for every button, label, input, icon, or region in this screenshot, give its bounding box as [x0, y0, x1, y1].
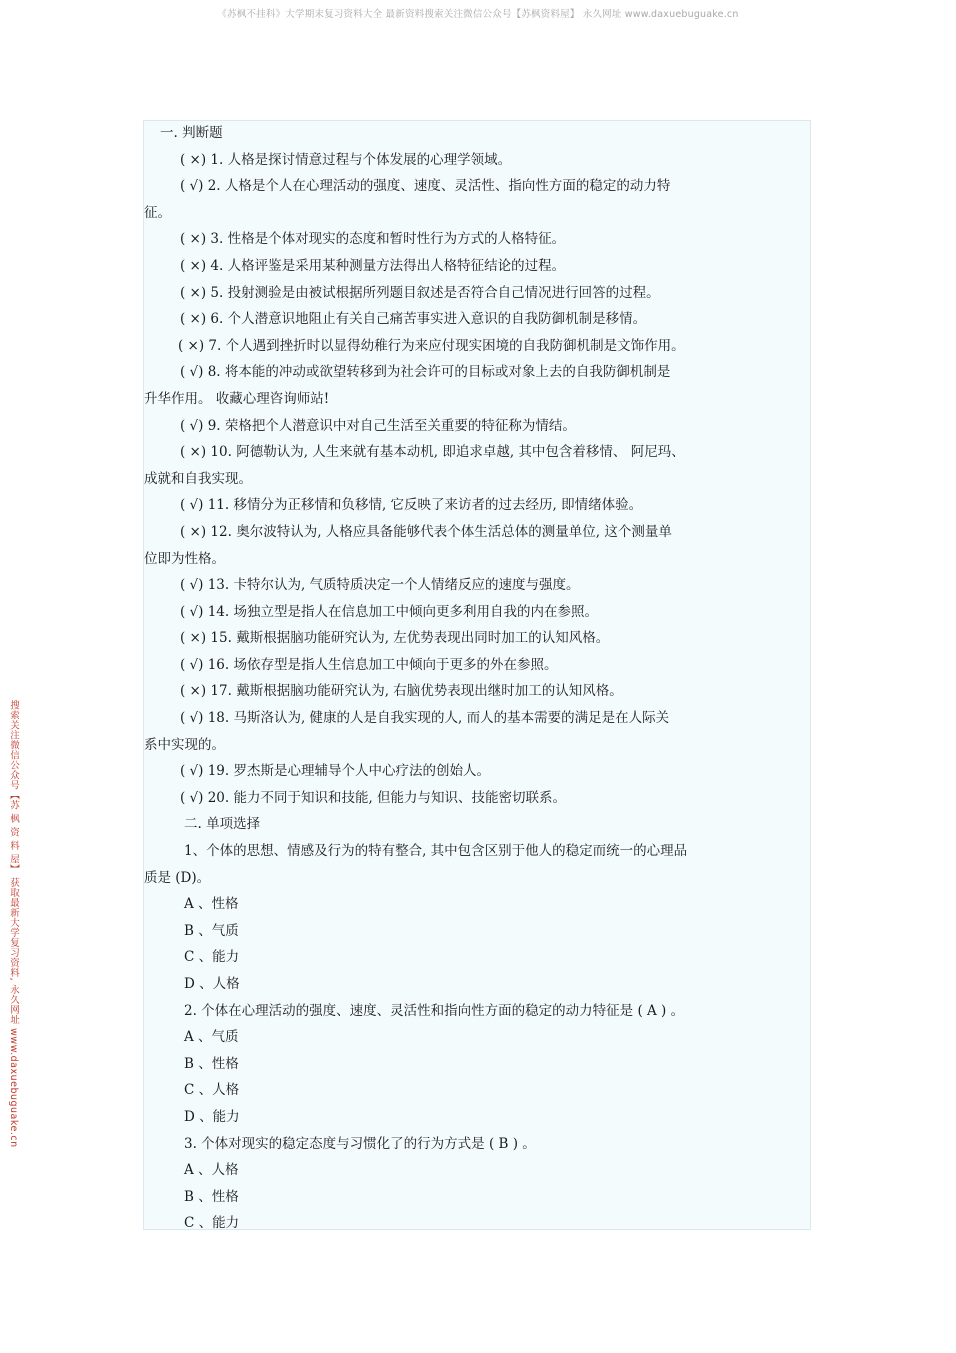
option-item: C 、能力 — [184, 1215, 240, 1232]
option-item: D 、能力 — [184, 1108, 240, 1125]
list-item: ( √) 8. 将本能的冲动或欲望转移到为社会许可的目标或对象上去的自我防御机制是 — [180, 364, 671, 381]
list-item: ( √) 19. 罗杰斯是心理辅导个人中心疗法的创始人。 — [180, 763, 490, 780]
header-watermark: 《苏枫不挂科》大学期末复习资料大全 最新资料搜索关注微信公众号【苏枫资料屋】 永久网址 www.daxuebuguake.cn — [217, 9, 739, 20]
side-watermark: 搜索关注微信公众号【苏 枫 资 料 屋】 获取最新大学复习资料, 永久网址 www.daxuebuguake.cn — [8, 700, 19, 1148]
list-item-continuation: 系中实现的。 — [144, 736, 225, 753]
list-item: ( ×) 10. 阿德勒认为, 人生来就有基本动机, 即追求卓越, 其中包含着移情、 阿尼玛、 — [180, 444, 685, 461]
list-item: ( √) 9. 荣格把个人潜意识中对自己生活至关重要的特征称为情结。 — [180, 417, 576, 434]
option-item: A 、人格 — [184, 1162, 239, 1179]
option-item: B 、气质 — [184, 922, 239, 939]
list-item: ( √) 13. 卡特尔认为, 气质特质决定一个人情绪反应的速度与强度。 — [180, 577, 580, 594]
list-item: ( √) 20. 能力不同于知识和技能, 但能力与知识、技能密切联系。 — [180, 789, 567, 806]
list-item-continuation: 成就和自我实现。 — [144, 470, 252, 487]
list-item: ( √) 14. 场独立型是指人在信息加工中倾向更多利用自我的内在参照。 — [180, 603, 598, 620]
section-title-single-choice: 二. 单项选择 — [184, 816, 261, 833]
list-item: ( ×) 1. 人格是探讨情意过程与个体发展的心理学领域。 — [180, 151, 512, 168]
list-item: ( ×) 7. 个人遇到挫折时以显得幼稚行为来应付现实困境的自我防御机制是文饰作用。 — [178, 337, 685, 354]
document-content — [144, 120, 810, 1237]
list-item: ( √) 16. 场依存型是指人生信息加工中倾向于更多的外在参照。 — [180, 656, 558, 673]
section-title-judgement: 一. 判断题 — [160, 125, 223, 141]
list-item-continuation: 征。 — [144, 204, 171, 221]
question-text: 2. 个体在心理活动的强度、速度、灵活性和指向性方面的稳定的动力特征是 ( A ) 。 — [184, 1002, 685, 1019]
list-item: ( ×) 6. 个人潜意识地阻止有关自己痛苦事实进入意识的自我防御机制是移情。 — [180, 311, 647, 328]
question-text-continuation: 质是 (D)。 — [144, 869, 211, 886]
option-item: B 、性格 — [184, 1055, 239, 1072]
list-item: ( ×) 17. 戴斯根据脑功能研究认为, 右脑优势表现出继时加工的认知风格。 — [180, 683, 623, 700]
list-item: ( ×) 3. 性格是个体对现实的态度和暂时性行为方式的人格特征。 — [180, 231, 566, 248]
list-item: ( √) 18. 马斯洛认为, 健康的人是自我实现的人, 而人的基本需要的满足是在人际关 — [180, 710, 670, 727]
list-item: ( ×) 12. 奥尔波特认为, 人格应具备能够代表个体生活总体的测量单位, 这个测量单 — [180, 523, 672, 540]
option-item: B 、性格 — [184, 1188, 239, 1205]
option-item: D 、人格 — [184, 976, 240, 992]
list-item: ( √) 11. 移情分为正移情和负移情, 它反映了来访者的过去经历, 即情绪体验。 — [180, 497, 643, 514]
list-item: ( ×) 4. 人格评鉴是采用某种测量方法得出人格特征结论的过程。 — [180, 257, 566, 274]
question-text: 1、个体的思想、情感及行为的特有整合, 其中包含区别于他人的稳定而统一的心理品 — [184, 843, 688, 860]
question-text: 3. 个体对现实的稳定态度与习惯化了的行为方式是 ( B ) 。 — [184, 1135, 536, 1152]
list-item: ( ×) 15. 戴斯根据脑功能研究认为, 左优势表现出同时加工的认知风格。 — [180, 630, 610, 647]
list-item: ( √) 2. 人格是个人在心理活动的强度、速度、灵活性、指向性方面的稳定的动力特 — [180, 178, 671, 195]
list-item-continuation: 升华作用。 收藏心理咨询师站! — [144, 390, 330, 407]
option-item: C 、人格 — [184, 1082, 240, 1099]
option-item: C 、能力 — [184, 949, 240, 966]
option-item: A 、气质 — [184, 1029, 239, 1046]
option-item: A 、性格 — [184, 896, 239, 913]
list-item-continuation: 位即为性格。 — [144, 550, 225, 567]
list-item: ( ×) 5. 投射测验是由被试根据所列题目叙述是否符合自己情况进行回答的过程。 — [180, 284, 660, 301]
